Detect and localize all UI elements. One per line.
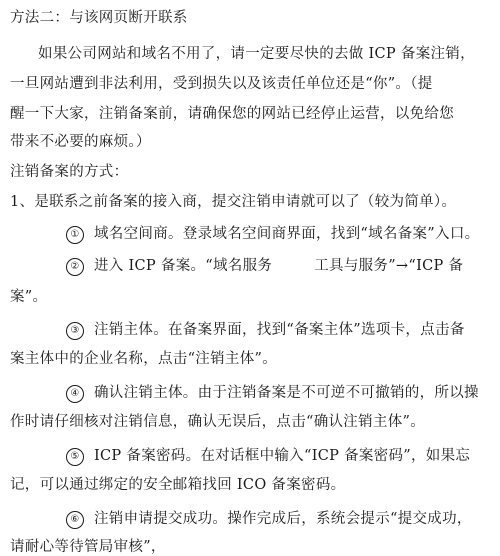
step-text: ICP 备案密码。在对话框中输入“ICP 备案密码”，如果忘 [94, 448, 471, 464]
step-text: 注销主体。在备案界面，找到“备案主体”选项卡，点击备 [94, 322, 465, 338]
paragraph-line: 如果公司网站和域名不用了，请一定要尽快的去做 ICP 备案注销， [38, 46, 475, 62]
step-2 [66, 254, 463, 276]
step-text: 确认注销主体。由于注销备案是不可逆不可撤销的，所以操 [94, 385, 479, 401]
step-text: 工具与服务”→“ICP 备 [314, 258, 464, 274]
circled-number: ⑥ [66, 511, 84, 529]
step-6 [66, 507, 472, 529]
step-text: 注销申请提交成功。操作完成后，系统会提示“提交成功， [94, 511, 472, 527]
step-text: 域名空间商。登录域名空间商界面，找到“域名备案”入口。 [94, 226, 480, 242]
step-text-continued: 请耐心等待管局审核”， [10, 539, 166, 555]
section-heading: 方法二：与该网页断开联系 [10, 10, 188, 26]
step-5 [66, 444, 470, 466]
step-text-continued: 案主体中的企业名称，点击“注销主体”。 [10, 351, 278, 367]
circled-number: ① [66, 226, 84, 244]
circled-number: ⑤ [66, 448, 84, 466]
paragraph-line: 醒一下大家，注销备案前，请确保您的网站已经停止运营，以免给您 [10, 106, 454, 122]
step-text-continued: 记，可以通过绑定的安全邮箱找回 ICO 备案密码。 [10, 477, 346, 493]
circled-number: ② [66, 258, 84, 276]
step-1 [66, 222, 479, 244]
paragraph-line: 一旦网站遭到非法利用，受到损失以及该责任单位还是“你”。（提 [10, 76, 433, 92]
circled-number: ④ [66, 385, 84, 403]
step-3 [66, 318, 465, 340]
step-text-continued: 作时请仔细核对注销信息，确认无误后，点击“确认注销主体”。 [10, 414, 426, 430]
paragraph-line: 带来不必要的麻烦。） [10, 134, 151, 150]
method-item: 1、是联系之前备案的接入商，提交注销申请就可以了（较为简单）。 [10, 194, 457, 210]
step-text-continued: 案”。 [10, 289, 48, 305]
circled-number: ③ [66, 322, 84, 340]
step-4 [66, 381, 479, 403]
step-text: 进入 ICP 备案。“域名服务 [94, 258, 273, 274]
subsection-heading: 注销备案的方式： [10, 164, 129, 180]
